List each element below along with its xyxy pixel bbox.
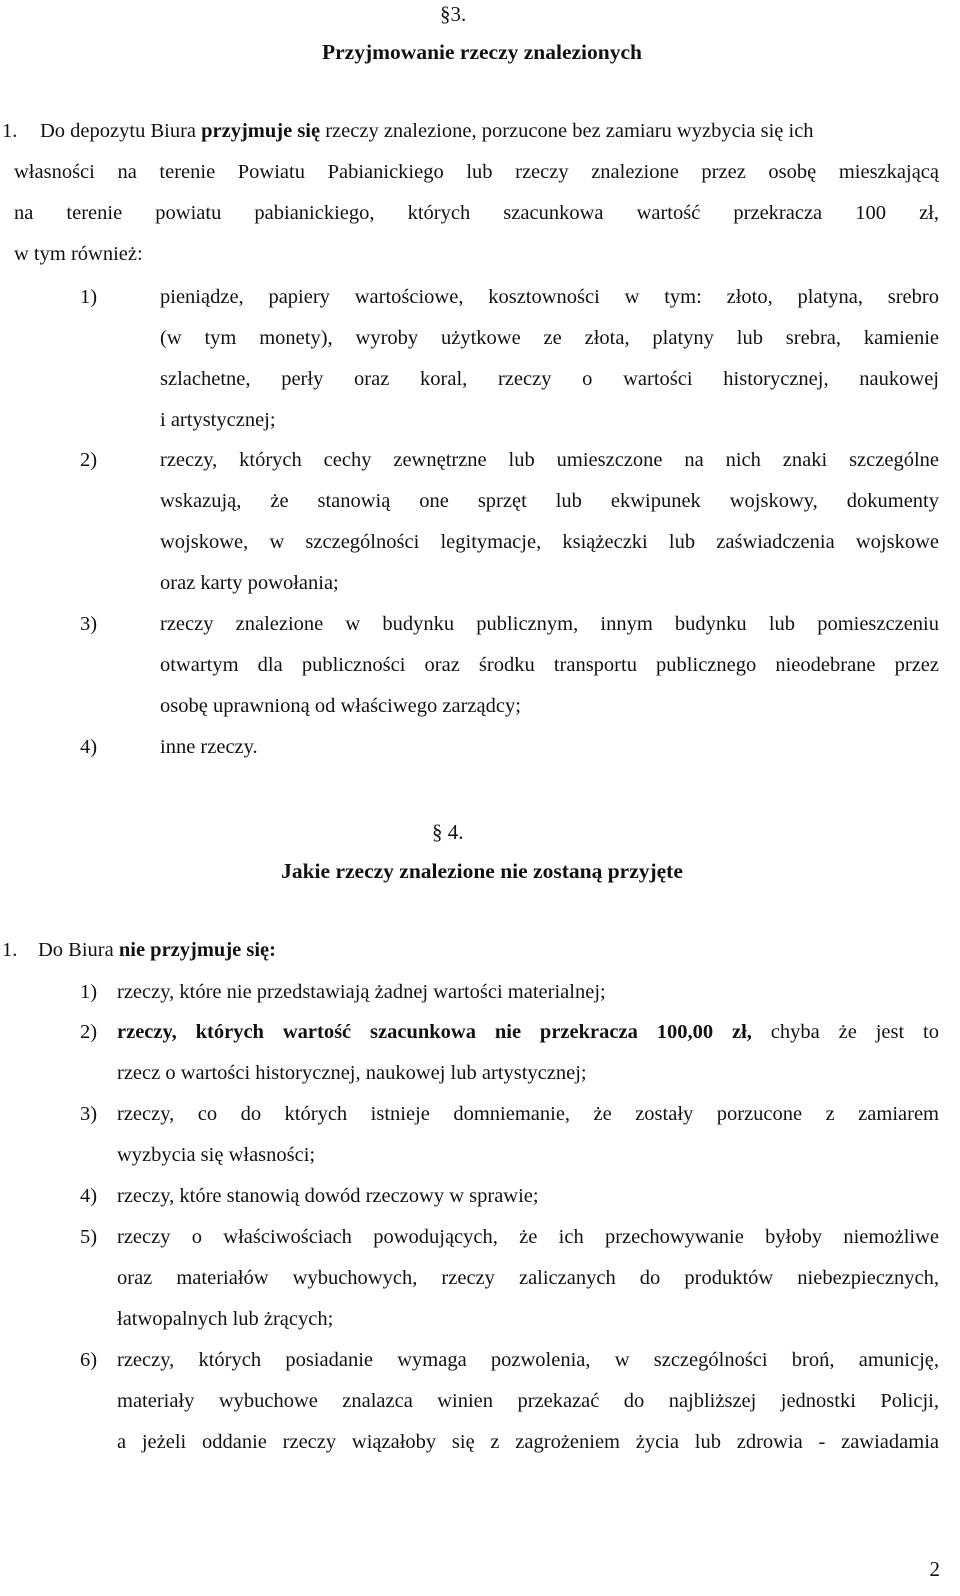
list-item-number: 4) [80, 736, 98, 758]
list-item-line: wojskowe, w szczególności legitymacje, książeczki lub zaświadczenia wojskowe [160, 531, 939, 553]
list-item-line: rzeczy, których posiadanie wymaga pozwolenia, w szczególności broń, amunicję, [117, 1349, 939, 1371]
list-item-line: otwartym dla publiczności oraz środku transportu publicznego nieodebrane przez [160, 654, 939, 676]
list-item-line: materiały wybuchowe znalazca winien przekazać do najbliższej jednostki Policji, [117, 1390, 939, 1412]
list-item-number: 4) [80, 1185, 98, 1207]
list-item-line: (w tym monety), wyroby użytkowe ze złota, platyny lub srebra, kamienie [160, 327, 939, 349]
section-3-title: Przyjmowanie rzeczy znalezionych [322, 40, 642, 64]
list-item-line: rzeczy, co do których istnieje domniemanie, że zostały porzucone z zamiarem [117, 1103, 939, 1125]
list-item-number: 3) [80, 613, 98, 635]
list-item-line: rzecz o wartości historycznej, naukowej lub artystycznej; [117, 1062, 587, 1084]
section-4-title: Jakie rzeczy znalezione nie zostaną przyjęte [281, 859, 683, 883]
paragraph-line: na terenie powiatu pabianickiego, których szacunkowa wartość przekracza 100 zł, [14, 202, 939, 224]
list-item-line: a jeżeli oddanie rzeczy wiązałoby się z zagrożeniem życia lub zdrowia - zawiadamia [117, 1431, 939, 1453]
section-3-number: §3. [440, 2, 467, 26]
list-item-line: inne rzeczy. [160, 736, 258, 758]
list-item-number: 1) [80, 286, 98, 308]
list-item-line: rzeczy, których cechy zewnętrzne lub umieszczone na nich znaki szczególne [160, 449, 939, 471]
list-item-line: i artystycznej; [160, 409, 276, 431]
list-item-line: oraz karty powołania; [160, 572, 339, 594]
list-item-line: wyzbycia się własności; [117, 1144, 316, 1166]
paragraph-line: własności na terenie Powiatu Pabianickiego lub rzeczy znalezione przez osobę mieszkającą [14, 161, 939, 183]
list-item-line: rzeczy znalezione w budynku publicznym, innym budynku lub pomieszczeniu [160, 613, 939, 635]
list-item-line: oraz materiałów wybuchowych, rzeczy zaliczanych do produktów niebezpiecznych, [117, 1267, 939, 1289]
list-item-line: wskazują, że stanowią one sprzęt lub ekwipunek wojskowy, dokumenty [160, 490, 939, 512]
list-item-number: 2) [80, 449, 98, 471]
list-item-number: 2) [80, 1021, 98, 1043]
paragraph-line: Do depozytu Biura przyjmuje się rzeczy znalezione, porzucone bez zamiaru wyzbycia się ich [40, 120, 814, 142]
list-item-line: rzeczy, które stanowią dowód rzeczowy w sprawie; [117, 1185, 539, 1207]
section-4-number: § 4. [432, 820, 464, 844]
list-item-number: 3) [80, 1103, 98, 1125]
list-item-line: pieniądze, papiery wartościowe, kosztowności w tym: złoto, platyna, srebro [160, 286, 939, 308]
list-item-number: 1) [80, 981, 98, 1003]
list-item-line: rzeczy, które nie przedstawiają żadnej wartości materialnej; [117, 981, 606, 1003]
paragraph-number: 1. [2, 939, 18, 961]
page-number: 2 [929, 1557, 940, 1581]
paragraph-line: w tym również: [14, 243, 143, 265]
paragraph-line: Do Biura nie przyjmuje się: [38, 939, 276, 961]
list-item-number: 6) [80, 1349, 98, 1371]
list-item-line: rzeczy o właściwościach powodujących, że ich przechowywanie byłoby niemożliwe [117, 1226, 939, 1248]
list-item-line: łatwopalnych lub żrących; [117, 1308, 334, 1330]
list-item-line: osobę uprawnioną od właściwego zarządcy; [160, 695, 521, 717]
list-item-line: rzeczy, których wartość szacunkowa nie przekracza 100,00 zł, chyba że jest to [117, 1021, 939, 1043]
paragraph-number: 1. [2, 120, 18, 142]
list-item-line: szlachetne, perły oraz koral, rzeczy o wartości historycznej, naukowej [160, 368, 939, 390]
list-item-number: 5) [80, 1226, 98, 1248]
